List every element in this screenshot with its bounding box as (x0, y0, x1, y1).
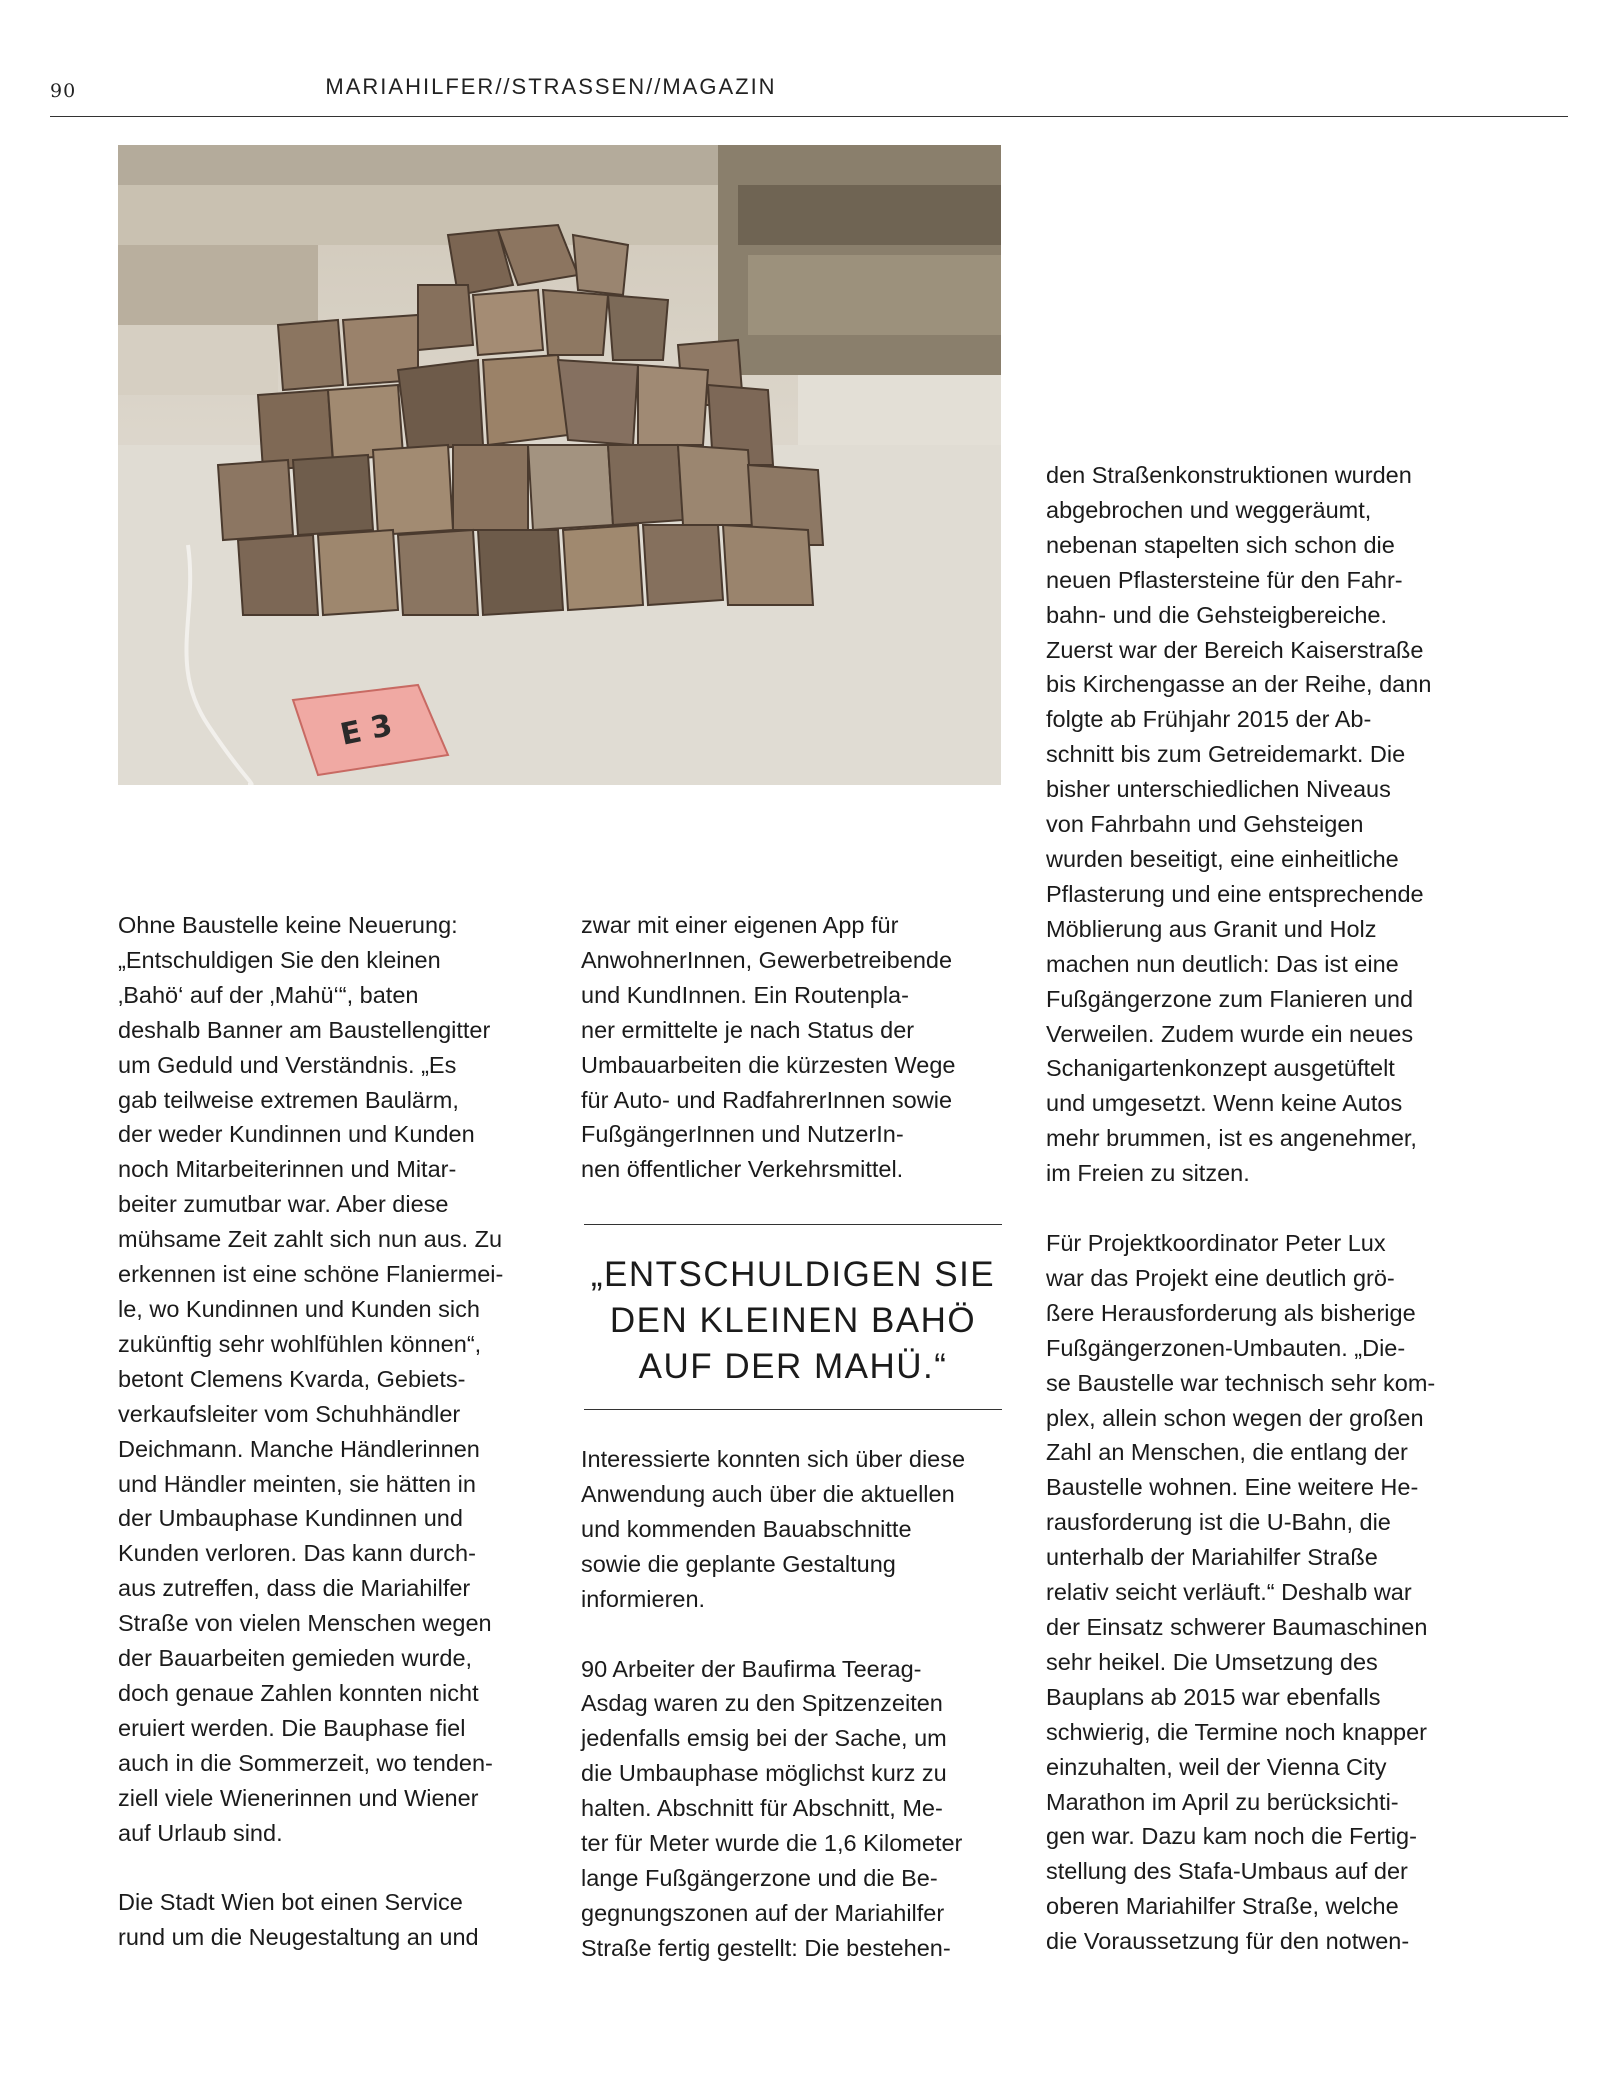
pull-quote-line: „ENTSCHULDIGEN SIE (590, 1255, 996, 1294)
magazine-running-title: MARIAHILFER//STRASSEN//MAGAZIN (325, 74, 777, 99)
text-line: rausforderung ist die U-Bahn, die (1046, 1509, 1391, 1536)
text-line: Kunden verloren. Das kann durch- (118, 1540, 476, 1567)
text-line: noch Mitarbeiterinnen und Mitar- (118, 1156, 457, 1183)
text-line: die Umbauphase möglichst kurz zu (581, 1760, 947, 1787)
pull-quote-top-rule (584, 1224, 1002, 1225)
photo-tag-label: E 3 (337, 707, 396, 753)
paragraph (118, 908, 528, 1850)
header-rule (50, 116, 1568, 117)
text-line: Pflasterung und eine entsprechende (1046, 880, 1424, 907)
text-line: halten. Abschnitt für Abschnitt, Me- (581, 1795, 943, 1822)
text-line: Marathon im April zu berücksichti- (1046, 1788, 1399, 1815)
text-line: erkennen ist eine schöne Flaniermei- (118, 1261, 504, 1288)
text-line: ner ermittelte je nach Status der (581, 1016, 915, 1043)
text-line: Interessierte konnten sich über diese (581, 1446, 966, 1472)
text-line: AnwohnerInnen, Gewerbetreibende (581, 946, 953, 973)
text-line: doch genaue Zahlen konnten nicht (118, 1679, 479, 1706)
text-line: lange Fußgängerzone und die Be- (581, 1864, 938, 1891)
paragraph (1046, 1226, 1466, 1959)
text-line: se Baustelle war technisch sehr kom- (1046, 1369, 1436, 1396)
text-line: Umbauarbeiten die kürzesten Wege (581, 1051, 956, 1078)
text-line: unterhalb der Mariahilfer Straße (1046, 1544, 1378, 1571)
cobblestone-pile-photo (118, 145, 1001, 785)
text-line: eruiert werden. Die Bauphase fiel (118, 1714, 466, 1741)
paragraph (581, 908, 1001, 1187)
text-line: zwar mit einer eigenen App für (581, 912, 899, 938)
paragraph (1046, 458, 1466, 1191)
text-line: gab teilweise extremen Baulärm, (118, 1086, 459, 1113)
text-line: Straße fertig gestellt: Die bestehen- (581, 1934, 951, 1961)
text-line: ‚Bahö‘ auf der ‚Mahü‘“, baten (118, 981, 419, 1008)
text-line: Asdag waren zu den Spitzenzeiten (581, 1690, 943, 1717)
text-line: „Entschuldigen Sie den kleinen (118, 946, 441, 973)
text-line: sehr heikel. Die Umsetzung des (1046, 1648, 1378, 1675)
text-line: für Auto- und RadfahrerInnen sowie (581, 1086, 953, 1113)
paragraph (118, 1885, 528, 1955)
text-line: machen nun deutlich: Das ist eine (1046, 950, 1399, 977)
text-column-2-continued (581, 1442, 1001, 1966)
text-line: nen öffentlicher Verkehrsmittel. (581, 1156, 904, 1183)
text-line: relativ seicht verläuft.“ Deshalb war (1046, 1579, 1412, 1606)
text-line: auf Urlaub sind. (118, 1819, 283, 1846)
text-line: ßere Herausforderung als bisherige (1046, 1299, 1416, 1326)
text-line: der weder Kundinnen und Kunden (118, 1121, 475, 1148)
text-line: auch in die Sommerzeit, wo tenden- (118, 1749, 493, 1776)
text-line: Baustelle wohnen. Eine weitere He- (1046, 1474, 1419, 1501)
text-line: Verweilen. Zudem wurde ein neues (1046, 1020, 1414, 1047)
text-line: einzuhalten, weil der Vienna City (1046, 1753, 1387, 1780)
text-line: der Bauarbeiten gemieden wurde, (118, 1645, 473, 1672)
text-line: 90 Arbeiter der Baufirma Teerag- (581, 1655, 922, 1682)
text-column-2 (581, 908, 1001, 1187)
text-line: plex, allein schon wegen der großen (1046, 1404, 1424, 1431)
text-line: sowie die geplante Gestaltung (581, 1550, 896, 1577)
text-line: schwierig, die Termine noch knapper (1046, 1718, 1427, 1745)
text-line: stellung des Stafa-Umbaus auf der (1046, 1858, 1408, 1885)
text-line: Straße von vielen Menschen wegen (118, 1610, 492, 1637)
pull-quote-line: AUF DER MAHÜ.“ (638, 1347, 948, 1386)
text-line: Fußgängerzonen-Umbauten. „Die- (1046, 1334, 1406, 1361)
text-line: ter für Meter wurde die 1,6 Kilometer (581, 1830, 963, 1857)
text-line: Zahl an Menschen, die entlang der (1046, 1439, 1408, 1466)
text-line: aus zutreffen, dass die Mariahilfer (118, 1575, 471, 1602)
text-line: folgte ab Frühjahr 2015 der Ab- (1046, 706, 1372, 733)
text-line: und KundInnen. Ein Routenpla- (581, 981, 909, 1008)
text-line: mehr brummen, ist es angenehmer, (1046, 1125, 1417, 1152)
text-line: Fußgängerzone zum Flanieren und (1046, 985, 1414, 1012)
text-line: nebenan stapelten sich schon die (1046, 531, 1395, 558)
text-column-3 (1046, 458, 1466, 1959)
text-line: Ohne Baustelle keine Neuerung: (118, 912, 458, 938)
text-line: um Geduld und Verständnis. „Es (118, 1051, 457, 1078)
text-line: Für Projektkoordinator Peter Lux (1046, 1230, 1386, 1257)
text-line: den Straßenkonstruktionen wurden (1046, 462, 1412, 488)
pull-quote-text (584, 1252, 1002, 1390)
text-line: neuen Pflastersteine für den Fahr- (1046, 566, 1403, 593)
text-line: war das Projekt eine deutlich grö- (1046, 1264, 1395, 1291)
text-line: le, wo Kundinnen und Kunden sich (118, 1295, 480, 1322)
text-line: beiter zumutbar war. Aber diese (118, 1191, 449, 1218)
text-line: deshalb Banner am Baustellengitter (118, 1016, 491, 1043)
text-column-1 (118, 908, 528, 1955)
pull-quote-line: DEN KLEINEN BAHÖ (609, 1301, 977, 1340)
text-line: FußgängerInnen und NutzerIn- (581, 1121, 904, 1148)
pull-quote-bottom-rule (584, 1409, 1002, 1410)
text-line: die Voraussetzung für den notwen- (1046, 1928, 1410, 1955)
text-line: Anwendung auch über die aktuellen (581, 1480, 955, 1507)
text-line: und Händler meinten, sie hätten in (118, 1470, 476, 1497)
text-line: zukünftig sehr wohlfühlen können“, (118, 1330, 482, 1357)
text-line: schnitt bis zum Getreidemarkt. Die (1046, 741, 1406, 768)
text-line: gen war. Dazu kam noch die Fertig- (1046, 1823, 1417, 1850)
text-line: der Einsatz schwerer Baumaschinen (1046, 1614, 1428, 1640)
text-line: bisher unterschiedlichen Niveaus (1046, 776, 1391, 803)
paragraph (581, 1442, 1001, 1617)
text-line: und umgesetzt. Wenn keine Autos (1046, 1090, 1403, 1117)
text-line: betont Clemens Kvarda, Gebiets- (118, 1365, 466, 1392)
text-line: bahn- und die Gehsteigbereiche. (1046, 601, 1387, 628)
text-line: wurden beseitigt, eine einheitliche (1046, 845, 1399, 872)
text-line: rund um die Neugestaltung an und (118, 1924, 479, 1951)
text-line: mühsame Zeit zahlt sich nun aus. Zu (118, 1226, 503, 1253)
text-line: abgebrochen und weggeräumt, (1046, 496, 1372, 523)
col2-before-quote (581, 908, 1001, 1187)
text-line: und kommenden Bauabschnitte (581, 1515, 912, 1542)
paragraph (581, 1652, 1001, 1966)
text-line: jedenfalls emsig bei der Sache, um (581, 1725, 947, 1752)
text-line: Bauplans ab 2015 war ebenfalls (1046, 1683, 1381, 1710)
text-line: bis Kirchengasse an der Reihe, dann (1046, 671, 1432, 698)
text-line: Zuerst war der Bereich Kaiserstraße (1046, 636, 1424, 663)
pull-quote (584, 1224, 1002, 1410)
text-line: ziell viele Wienerinnen und Wiener (118, 1784, 479, 1811)
text-line: Möblierung aus Granit und Holz (1046, 915, 1377, 942)
page-number: 90 (50, 80, 77, 102)
text-line: von Fahrbahn und Gehsteigen (1046, 811, 1364, 838)
text-line: oberen Mariahilfer Straße, welche (1046, 1893, 1399, 1920)
text-line: verkaufsleiter vom Schuhhändler (118, 1400, 461, 1427)
text-line: Die Stadt Wien bot einen Service (118, 1889, 463, 1916)
text-line: im Freien zu sitzen. (1046, 1160, 1250, 1187)
text-line: Schanigartenkonzept ausgetüftelt (1046, 1055, 1395, 1082)
text-line: Deichmann. Manche Händlerinnen (118, 1435, 480, 1462)
text-line: informieren. (581, 1585, 706, 1612)
text-line: der Umbauphase Kundinnen und (118, 1505, 463, 1532)
text-line: gegnungszonen auf der Mariahilfer (581, 1899, 945, 1926)
